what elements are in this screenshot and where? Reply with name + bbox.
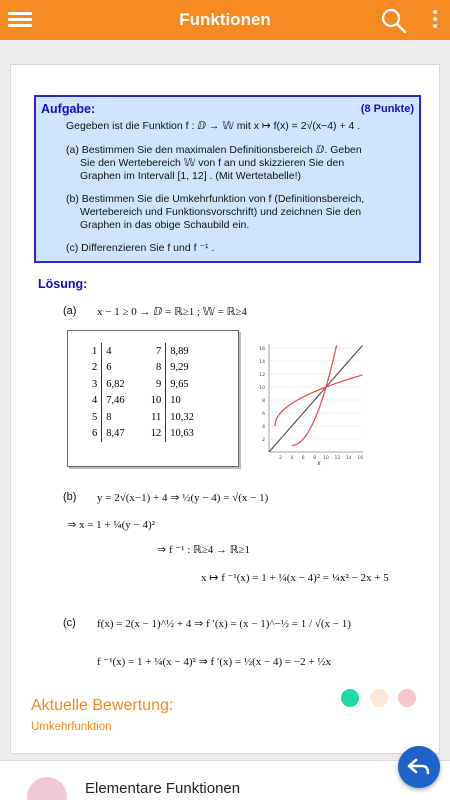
menu-icon[interactable] <box>8 9 32 31</box>
function-graph <box>249 340 369 470</box>
task-points: (8 Punkte) <box>360 103 414 115</box>
table-cell: 8 <box>146 360 166 377</box>
y-tick-label: 12 <box>259 373 265 378</box>
table-row <box>87 360 210 377</box>
app-bar <box>0 0 450 40</box>
y-tick-label: 10 <box>259 386 265 391</box>
table-cell: 12 <box>146 426 166 443</box>
rating-title: Aktuelle Bewertung: <box>31 697 174 714</box>
table-cell: 4 <box>106 345 112 357</box>
table-cell: 10 <box>170 395 181 407</box>
table-row <box>87 376 210 393</box>
table-cell: 1 <box>87 343 102 360</box>
table-cell: 7 <box>146 343 166 360</box>
part-b-line4: x ↦ f ⁻¹(x) = 1 + ¼(x − 4)² = ¼x² − 2x + 5 <box>201 572 389 584</box>
rating-dot-pink[interactable] <box>398 689 416 707</box>
x-axis-label: x <box>317 460 321 467</box>
table-cell: 7,46 <box>106 395 125 407</box>
page-title: Funktionen <box>179 10 271 29</box>
x-tick-label: 2 <box>278 456 282 461</box>
solution-heading: Lösung: <box>38 277 88 291</box>
part-c-line1: f(x) = 2(x − 1)^½ + 4 ⇒ f ′(x) = (x − 1)^−½ = 1 / √(x − 1) <box>97 618 351 630</box>
topic-title[interactable]: Elementare Funktionen <box>85 780 241 797</box>
table-cell: 8 <box>106 411 112 423</box>
identity-line <box>269 345 362 452</box>
rating-subtitle: Umkehrfunktion <box>31 721 112 733</box>
task-a-line2: Sie den Wertebereich 𝕎 von f an und skizzieren Sie den <box>80 157 345 169</box>
table-cell: 8,47 <box>106 428 125 440</box>
table-cell: 9 <box>146 376 166 393</box>
table-cell: 10 <box>146 393 166 410</box>
x-tick-label: 8 <box>313 456 317 461</box>
table-cell: 11 <box>146 409 166 426</box>
part-b-line2: ⇒ x = 1 + ¼(y − 4)² <box>67 519 155 531</box>
x-tick-label: 16 <box>357 456 364 461</box>
table-cell: 10,32 <box>170 411 194 423</box>
x-tick-label: 6 <box>301 456 305 461</box>
table-cell: 9,65 <box>170 378 189 390</box>
table-cell: 8,89 <box>170 345 189 357</box>
task-box <box>34 95 421 263</box>
table-cell: 6,82 <box>106 378 125 390</box>
table-row <box>87 409 210 426</box>
y-tick-label: 16 <box>259 347 265 352</box>
part-c-line2: f ⁻¹(x) = 1 + ¼(x − 4)² ⇒ f ′(x) = ½(x − 4) = −2 + ½x <box>97 656 332 668</box>
y-tick-label: 8 <box>262 399 265 404</box>
task-a-line3: Graphen im Intervall [1, 12] . (Mit Wertetabelle!) <box>80 170 301 182</box>
table-cell: 3 <box>87 376 102 393</box>
y-tick-label: 2 <box>262 438 265 443</box>
task-b-line3: Graphen in das obige Schaubild ein. <box>80 219 250 231</box>
task-heading: Aufgabe: <box>41 102 96 116</box>
graph-f-inverse <box>292 345 337 445</box>
table-row <box>87 426 210 443</box>
x-tick-label: 12 <box>334 456 341 461</box>
table-row <box>87 393 210 410</box>
y-tick-label: 4 <box>262 425 265 430</box>
graph-f <box>275 375 363 426</box>
content-card <box>10 64 440 754</box>
table-row <box>87 343 210 360</box>
y-tick-label: 14 <box>259 360 265 365</box>
part-c-label: (c) <box>63 617 76 629</box>
table-cell: 4 <box>87 393 102 410</box>
x-tick-label: 4 <box>290 456 294 461</box>
part-a-label: (a) <box>63 305 77 317</box>
part-a-math: x − 1 ≥ 0 → ⅅ = ℝ≥1 ; 𝕎 = ℝ≥4 <box>97 306 247 318</box>
table-cell: 2 <box>87 360 102 377</box>
x-tick-label: 14 <box>345 456 352 461</box>
table-cell: 6 <box>87 426 102 443</box>
rating-dot-green[interactable] <box>341 689 359 707</box>
part-b-line3: ⇒ f ⁻¹ : ℝ≥4 → ℝ≥1 <box>157 544 251 556</box>
task-c-line1: (c) Differenzieren Sie f und f ⁻¹ . <box>66 242 215 254</box>
task-b-line2: Wertebereich und Funktionsvorschrift) und zeichnen Sie den <box>80 206 362 218</box>
part-b-label: (b) <box>63 491 77 503</box>
y-tick-label: 6 <box>262 412 265 417</box>
table-cell: 10,63 <box>170 428 194 440</box>
table-cell: 5 <box>87 409 102 426</box>
part-b-line1: y = 2√(x−1) + 4 ⇒ ½(y − 4) = √(x − 1) <box>97 492 269 504</box>
more-options-icon[interactable] <box>430 8 440 32</box>
reply-icon[interactable] <box>398 746 440 788</box>
search-icon[interactable] <box>380 7 408 35</box>
task-a-line1: (a) Bestimmen Sie den maximalen Definitionsbereich ⅅ. Geben <box>66 144 362 156</box>
table-cell: 9,29 <box>170 362 189 374</box>
rating-dot-beige[interactable] <box>370 689 388 707</box>
value-table <box>67 330 239 467</box>
task-b-line1: (b) Bestimmen Sie die Umkehrfunktion von f (Definitionsbereich, <box>66 193 365 205</box>
table-cell: 6 <box>106 362 112 374</box>
x-tick-label: 10 <box>323 456 329 461</box>
task-intro: Gegeben ist die Funktion f : ⅅ → 𝕎 mit x ↦ f(x) = 2√(x−4) + 4 . <box>66 120 361 132</box>
